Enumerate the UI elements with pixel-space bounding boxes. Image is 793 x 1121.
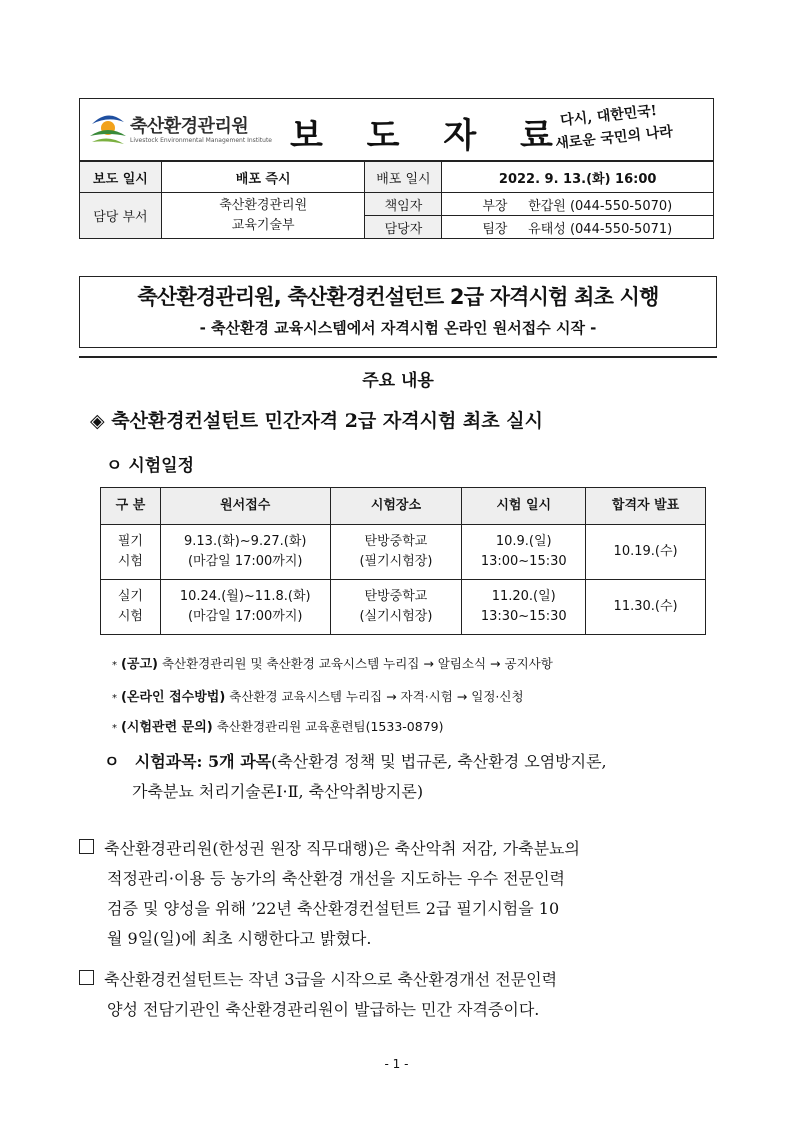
schedule-header: 원서접수 [160,488,330,525]
paragraph-1-line3: 검증 및 양성을 위해 ’22년 축산환경컨설턴트 2급 필기시험을 10 [107,899,560,918]
checkbox-bullet-icon [79,970,94,985]
dept-label: 담당 부서 [80,193,162,239]
schedule-header-row [101,488,706,525]
dept-value-line2: 교육기술부 [231,217,295,233]
subjects-text-line1: (축산환경 정책 및 법규론, 축산환경 오염방지론, [271,752,607,771]
divider [79,356,717,358]
dist-date-label: 배포 일시 [365,162,442,193]
contact-name: 유태성 (044-550-5071) [528,221,673,237]
note-notice [112,653,553,672]
note-text: 축산환경관리원 및 축산환경 교육시스템 누리집 → 알림소식 → 공지사항 [157,656,553,671]
checkbox-bullet-icon [79,839,94,854]
dept-value [161,193,365,239]
responsible-name: 한갑원 (044-550-5070) [528,198,673,214]
headline: 축산환경관리원, 축산환경컨설턴트 2급 자격시험 최초 시행 [137,285,659,309]
responsible-title: 부장 [482,198,508,214]
exam-subjects [104,749,607,772]
exam-place [330,525,462,580]
exam-place-line2: (필기시험장) [359,554,433,569]
exam-type-line2: 시험 [117,609,143,624]
note-star: * [112,660,117,671]
result-date: 10.19.(수) [586,525,706,580]
responsible-label: 책임자 [365,193,442,216]
exam-time: 13:00~15:30 [480,554,567,569]
subheadline: - 축산환경 교육시스템에서 자격시험 온라인 원서접수 시작 - [199,319,597,337]
exam-datetime [462,525,586,580]
logo-emblem-icon [88,106,128,150]
contact-value [442,216,714,239]
note-label: (시험관련 문의) [120,720,213,735]
release-info-table [79,161,714,239]
subjects-marker: ㅇ [104,752,120,771]
main-bullet: ◈ 축산환경컨설턴트 민간자격 2급 자격시험 최초 실시 [90,410,543,432]
apply-period-line1: 9.13.(화)~9.27.(화) [184,534,307,549]
contact-label: 담당자 [365,216,442,239]
paragraph-1-line2: 적정관리·이용 등 농가의 축산환경 개선을 지도하는 우수 전문인력 [107,869,566,888]
schedule-header: 합격자 발표 [586,488,706,525]
paragraph-1-line4: 월 9일(일)에 최초 시행한다고 밝혔다. [107,929,372,948]
note-text: 축산환경관리원 교육훈련팀(1533-0879) [212,719,444,734]
responsible-value [442,193,714,216]
slogan-line-2: 새로운 국민의 나라 [554,123,674,153]
apply-period-line1: 10.24.(월)~11.8.(화) [179,589,311,604]
subjects-text-line2: 가축분뇨 처리기술론Ⅰ·Ⅱ, 축산악취방지론) [132,782,424,801]
exam-place-line2: (실기시험장) [359,609,433,624]
report-date-label: 보도 일시 [80,162,162,193]
schedule-header: 시험 일시 [462,488,586,525]
note-label: (온라인 접수방법) [120,690,226,705]
exam-time: 13:30~15:30 [480,609,567,624]
result-date: 11.30.(수) [586,580,706,635]
note-star: * [112,723,117,734]
apply-period-line2: (마감일 17:00까지) [187,609,303,624]
table-row [101,580,706,635]
contact-title: 팀장 [482,221,508,237]
paragraph-2-line1 [79,967,557,990]
paragraph-text: 축산환경관리원(한성권 원장 직무대행)은 축산악취 저감, 가축분뇨의 [104,839,580,858]
schedule-header: 구 분 [101,488,161,525]
press-release-title: 보 도 자 료 [290,116,569,156]
paragraph-2-line2: 양성 전담기관인 축산환경관리원이 발급하는 민간 자격증이다. [107,1000,540,1019]
table-row [101,525,706,580]
org-logo-text: 축산환경관리원 [130,116,249,137]
exam-place-line1: 탄방중학교 [364,589,428,604]
paragraph-1-line1 [79,836,580,859]
paragraph-text: 축산환경컨설턴트는 작년 3급을 시작으로 축산환경개선 전문인력 [104,970,558,989]
exam-type [101,580,161,635]
exam-schedule-table [100,487,706,635]
apply-period-line2: (마감일 17:00까지) [187,554,303,569]
summary-title: 주요 내용 [362,371,434,391]
report-date-value: 배포 즉시 [161,162,365,193]
note-inquiry [112,716,443,735]
dist-date-value: 2022. 9. 13.(화) 16:00 [442,162,714,193]
note-online-apply [112,686,524,705]
exam-datetime [462,580,586,635]
exam-date: 11.20.(일) [491,589,556,604]
page-number: - 1 - [384,1057,409,1071]
exam-type-line1: 필기 [117,534,143,549]
exam-type-line2: 시험 [117,554,143,569]
schedule-header: 시험장소 [330,488,462,525]
exam-date: 10.9.(일) [495,534,552,549]
note-star: * [112,693,117,704]
apply-period [160,580,330,635]
exam-type [101,525,161,580]
note-text: 축산환경 교육시스템 누리집 → 자격·시험 → 일정·신청 [225,689,524,704]
exam-place [330,580,462,635]
org-logo-subtext: Livestock Environmental Management Institute [130,137,272,144]
dept-value-line1: 축산환경관리원 [219,197,308,213]
slogan-line-1: 다시, 대한민국! [559,102,658,130]
apply-period [160,525,330,580]
exam-place-line1: 탄방중학교 [364,534,428,549]
subjects-label: 시험과목: 5개 과목 [134,752,272,771]
note-label: (공고) [120,657,158,672]
exam-type-line1: 실기 [117,589,143,604]
schedule-heading: ㅇ 시험일정 [106,456,195,476]
